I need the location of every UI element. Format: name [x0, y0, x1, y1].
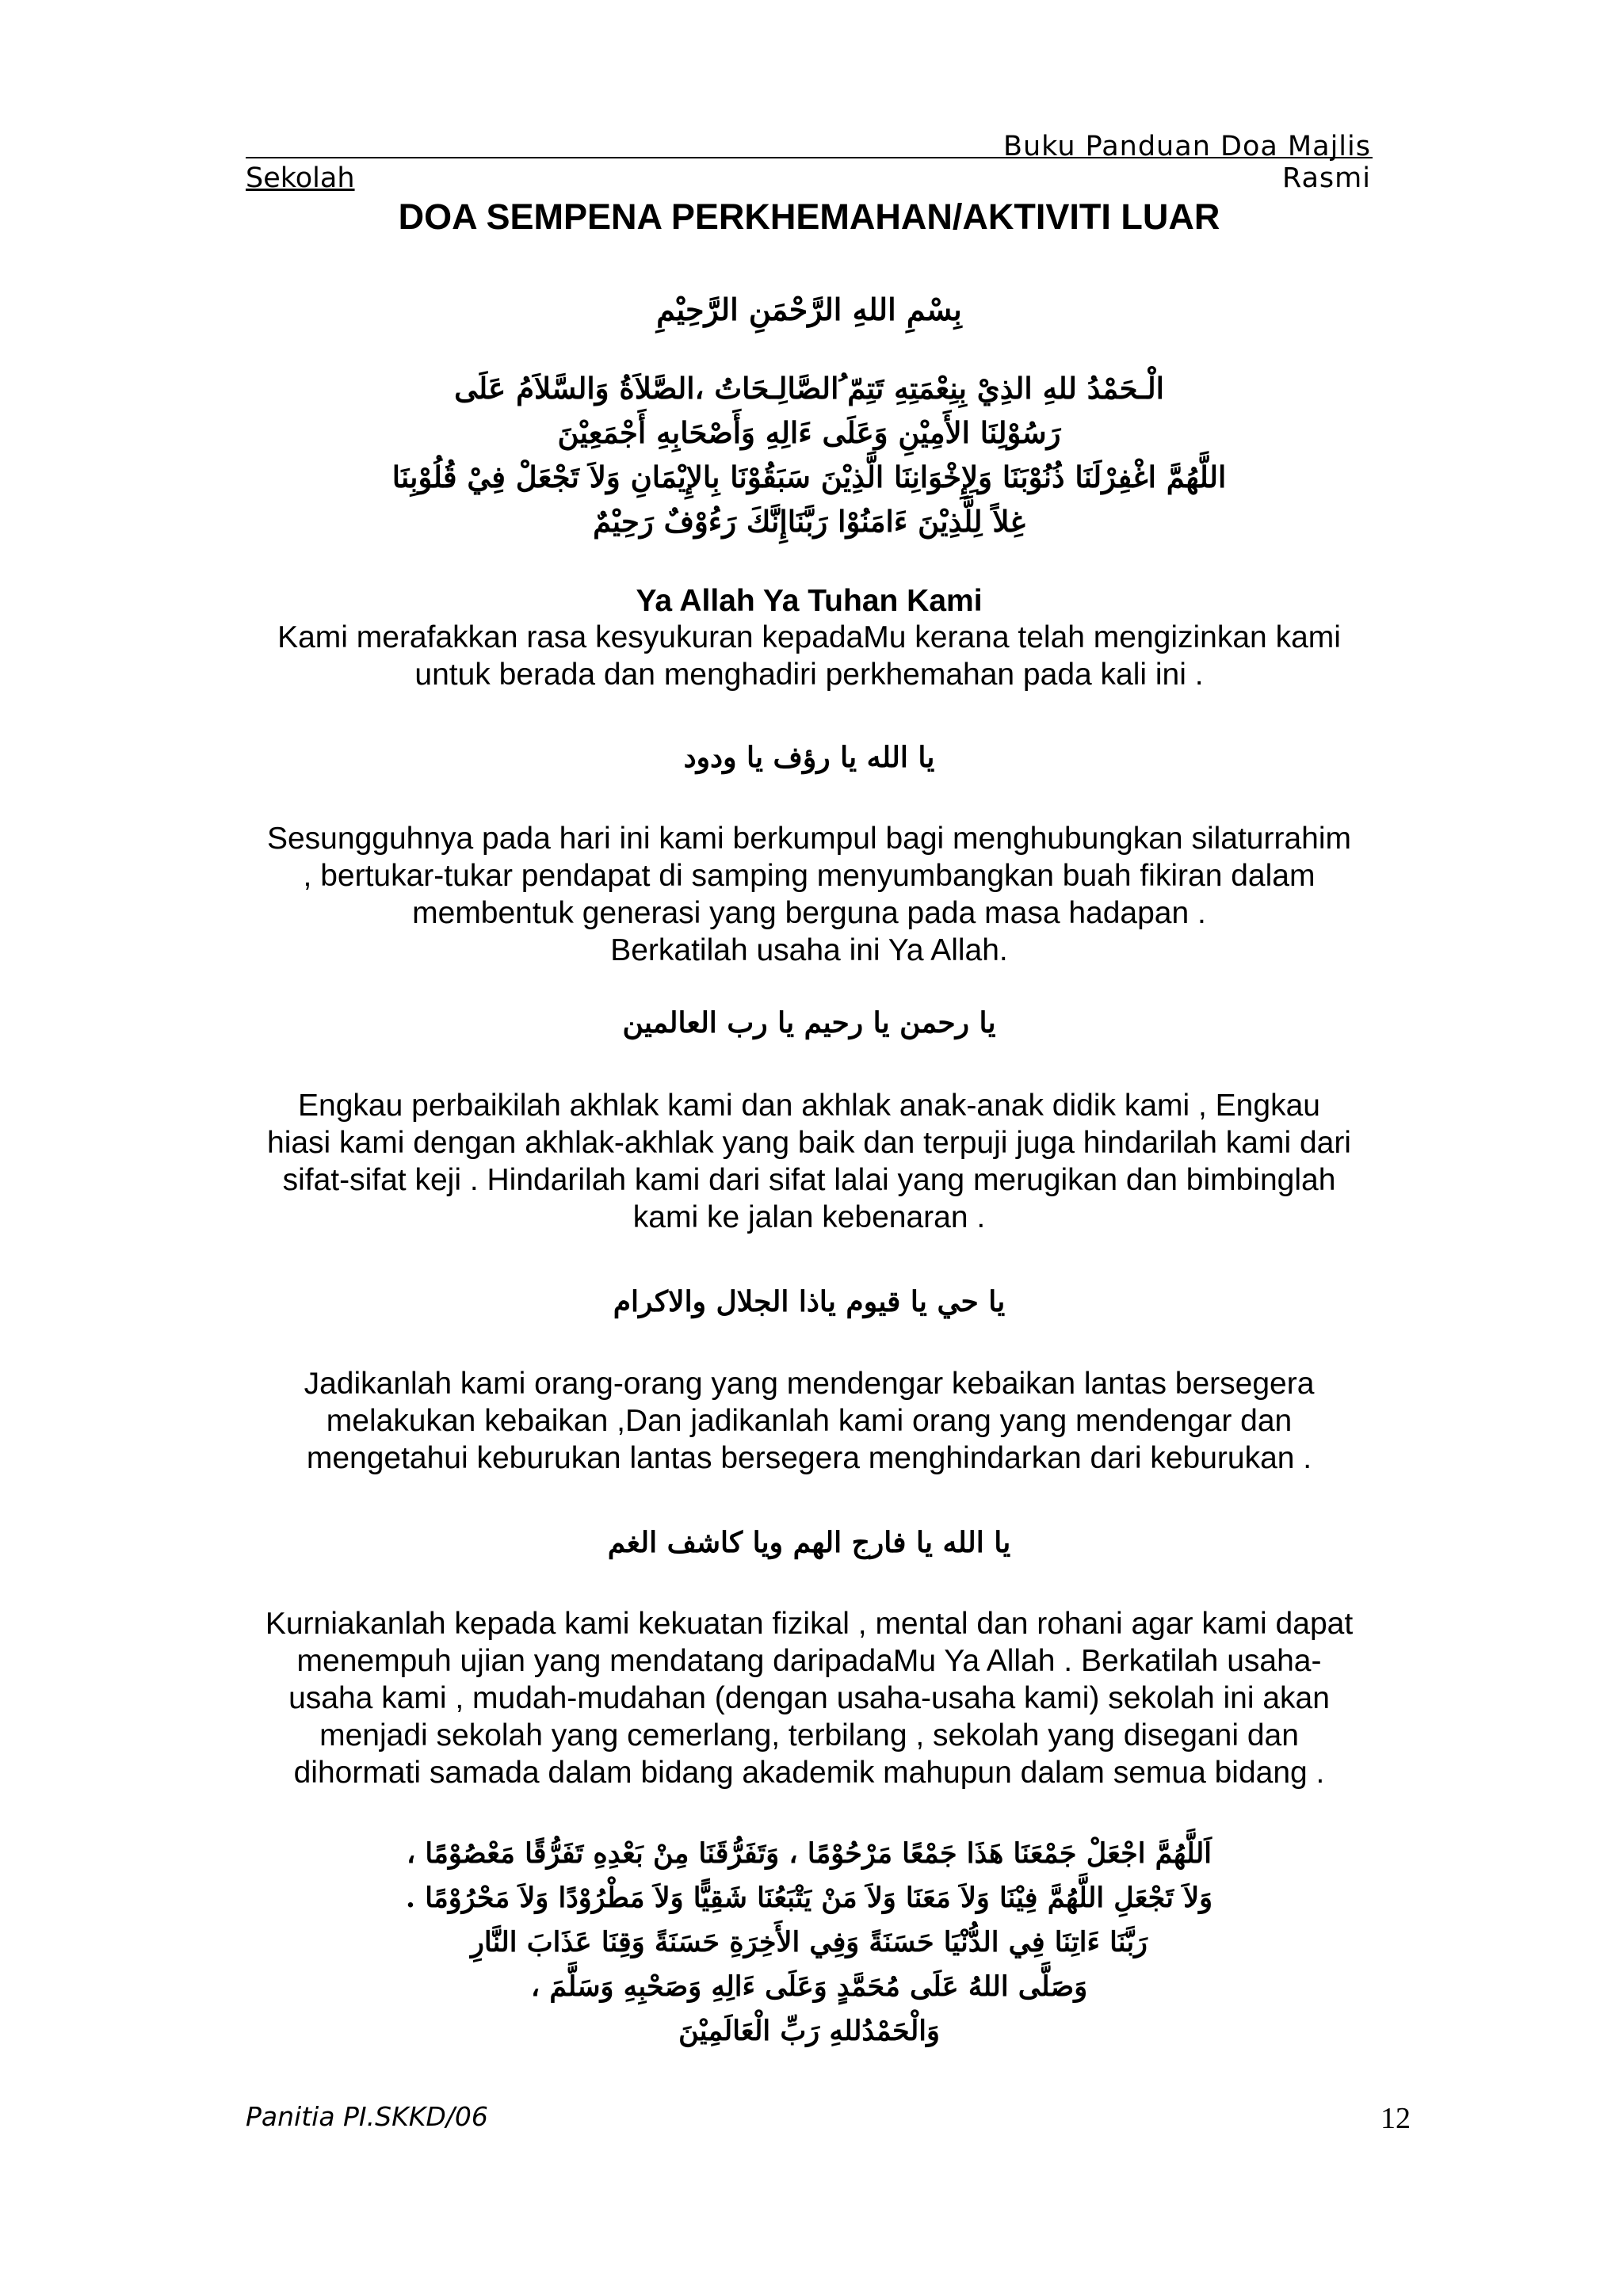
paragraph-line: Berkatilah usaha ini Ya Allah. [610, 933, 1008, 967]
paragraph-line: dihormati samada dalam bidang akademik mahupun dalam semua bidang . [293, 1756, 1325, 1790]
intro-paragraph [246, 619, 1373, 693]
paragraph-line: kami ke jalan kebenaran . [632, 1200, 986, 1234]
paragraph-line: , bertukar-tukar pendapat di samping menyumbangkan buah fikiran dalam [303, 859, 1316, 893]
paragraph-line: membentuk generasi yang berguna pada masa hadapan . [412, 896, 1206, 930]
arabic-line: الْـحَمْدُ للهِ الذِيْ بِنِعْمَتِهِ تَتِمّ ُالصَّالِـحَاتُ ،الصَّلاَةُ وَالسَّلاَمُ عَلَى [454, 371, 1164, 406]
invocation-2: يا رحمن يا رحيم يا رب العالمين [622, 1006, 996, 1039]
paragraph-line: melakukan kebaikan ,Dan jadikanlah kami orang yang mendengar dan [326, 1404, 1293, 1438]
paragraph-line: hiasi kami dengan akhlak-akhlak yang baik dan terpuji juga hindarilah kami dari [267, 1126, 1351, 1160]
arabic-line: اللَّهُمَّ اغْفِرْلَنَا ذُنُوْبَنَا وَلِإِخْوَانِنَا الَّذِيْنَ سَبَقُوْنَا بِالإِيْمَانِ وَلاَ تَجْعَلْ فِيْ قُلُوْبِنَا [391, 460, 1227, 494]
arabic-line: رَسُوْلِنَا الأَمِيْنِ وَعَلَى ءَالِهِ وَأَصْحَابِهِ أَجْمَعِيْنَ [557, 415, 1061, 450]
arabic-line: رَبَّنَا ءَاتِنَا فِي الدُّنْيَا حَسَنَةً وَفِي الأَخِرَةِ حَسَنَةً وَقِنَا عَذَابَ النَّارِ [471, 1926, 1148, 1958]
section-subheading: Ya Allah Ya Tuhan Kami [636, 584, 983, 618]
paragraph-3 [246, 1365, 1373, 1477]
header-title: Buku Panduan Doa Majlis Rasmi [1002, 131, 1371, 194]
paragraph-1 [246, 820, 1373, 969]
arabic-line: وَلاَ تَجْعَلِ اللَّهُمَّ فِيْنَا وَلاَ مَعَنَا وَلاَ مَنْ يَتْبَعُنَا شَقِيًّا وَلاَ مَطْرُوْدًا وَلاَ مَحْرُوْمًا . [405, 1882, 1213, 1914]
paragraph-line: Kurniakanlah kepada kami kekuatan fizikal , mental dan rohani agar kami dapat [265, 1607, 1354, 1641]
invocation-4: يا الله يا فارج الهم ويا كاشف الغم [607, 1526, 1011, 1559]
paragraph-line: Engkau perbaikilah akhlak kami dan akhlak anak-anak didik kami , Engkau [298, 1089, 1320, 1123]
paragraph-line: mengetahui keburukan lantas bersegera menghindarkan dari keburukan . [306, 1441, 1312, 1475]
header-rule [246, 157, 1373, 158]
opening-arabic-prayer [246, 366, 1373, 543]
arabic-line: وَصَلَّى اللهُ عَلَى مُحَمَّدٍ وَعَلَى ءَالِهِ وَصَحْبِهِ وَسَلَّمَ ، [530, 1970, 1088, 2003]
invocation-1: يا الله يا رؤف يا ودود [683, 741, 935, 774]
paragraph-4 [246, 1605, 1373, 1791]
arabic-line: اَللَّهُمَّ اجْعَلْ جَمْعَنَا هَذَا جَمْعًا مَرْحُوْمًا ، وَتَفَرُّقَنَا مِنْ بَعْدِهِ تَفَرُّقًا مَعْصُوْمًا ، [406, 1837, 1212, 1870]
paragraph-line: Jadikanlah kami orang-orang yang mendengar kebaikan lantas bersegera [304, 1367, 1315, 1401]
closing-arabic-prayer [246, 1832, 1373, 2054]
paragraph-line: untuk berada dan menghadiri perkhemahan pada kali ini . [414, 658, 1204, 692]
arabic-line: وَالْحَمْدُللهِ رَبِّ الْعَالَمِيْنَ [678, 2015, 940, 2047]
paragraph-line: menempuh ujian yang mendatang daripadaMu Ya Allah . Berkatilah usaha- [296, 1644, 1322, 1678]
paragraph-2 [246, 1087, 1373, 1236]
footer-label: Panitia PI.SKKD/06 [246, 2101, 488, 2132]
paragraph-line: sifat-sifat keji . Hindarilah kami dari sifat lalai yang merugikan dan bimbinglah [282, 1163, 1336, 1197]
paragraph-line: menjadi sekolah yang cemerlang, terbilang , sekolah yang disegani dan [319, 1718, 1299, 1753]
invocation-3: يا حي يا قيوم ياذا الجلال والاكرام [613, 1285, 1006, 1318]
basmalah: بِسْمِ اللهِ الرَّحْمَنِ الرَّحِيْمِ [656, 292, 962, 327]
paragraph-line: usaha kami , mudah-mudahan (dengan usaha-usaha kami) sekolah ini akan [288, 1681, 1330, 1715]
page-title: DOA SEMPENA PERKHEMAHAN/AKTIVITI LUAR [398, 196, 1220, 237]
paragraph-line: Sesungguhnya pada hari ini kami berkumpul bagi menghubungkan silaturrahim [266, 822, 1351, 856]
arabic-line: غِلاً لِلَّذِيْنَ ءَامَنُوْا رَبَّنَاإِنَّكَ رَءُوْفٌ رَحِيْمٌ [593, 504, 1025, 539]
header-subtitle: Sekolah [246, 162, 355, 194]
paragraph-line: Kami merafakkan rasa kesyukuran kepadaMu kerana telah mengizinkan kami [277, 620, 1341, 654]
page-number: 12 [1381, 2102, 1411, 2135]
